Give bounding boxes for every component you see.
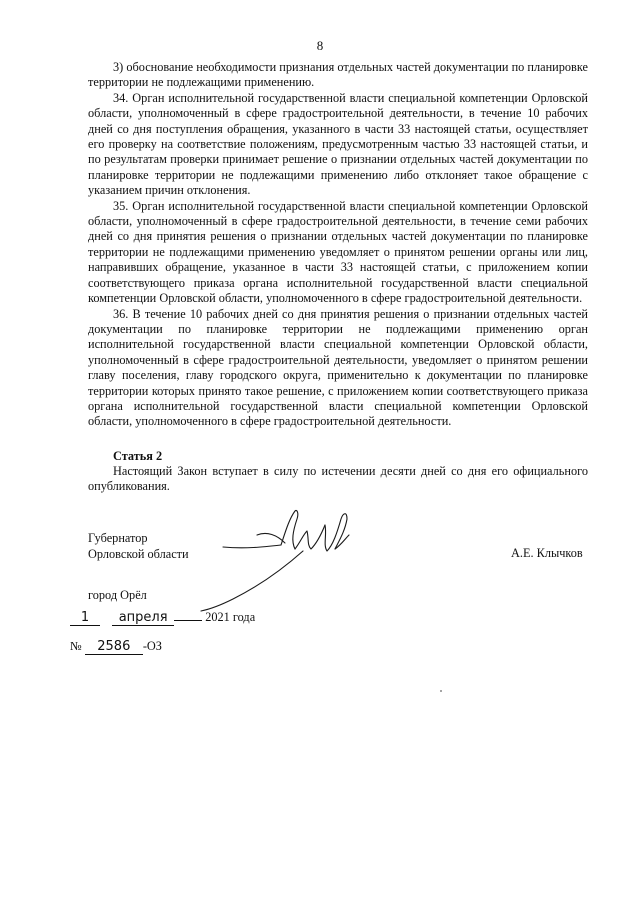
date-year: 2021 года xyxy=(205,610,256,624)
law-number xyxy=(70,639,162,655)
law-number-prefix: № xyxy=(70,639,82,653)
paragraph-item-3: 3) обоснование необходимости признания отдельных частей документации по планировке территории не подлежащими применению. xyxy=(88,60,588,90)
signing-date xyxy=(70,610,255,626)
scan-speck xyxy=(440,690,442,692)
law-number-suffix: -ОЗ xyxy=(142,639,162,653)
paragraph-34: 34. Орган исполнительной государственной власти специальной компетенции Орловской области, уполномоченный в сфере градостроительной деятельности, в течение 10 рабочих дней со дня поступления обращения, указанного в части 33 настоящей статьи, осуществляет его проверку на соответствие положениям, предусмотренным частью 33 настоящей статьи, и по результатам проверки принимает решение о признании отдельных частей документации по планировке территории не подлежащими применению либо отклоняет такое обращение с указанием причин отклонения. xyxy=(88,90,588,198)
position-line-region: Орловской области xyxy=(88,547,189,561)
paragraph-35: 35. Орган исполнительной государственной власти специальной компетенции Орловской области, уполномоченный в сфере градостроительной деятельности, в течение семи рабочих дней со дня принятия решения о признании отдельных частей документации по планировке территории не подлежащими применению уведомляет о принятом решении органы или лиц, направивших обращение, указанное в части 33 настоящей статьи, с приложением копии соответствующего приказа органа исполнительной государственной власти специальной компетенции Орловской области, уполномоченного в сфере градостроительной деятельности. xyxy=(88,198,588,306)
law-number-value: 2586 xyxy=(85,640,143,655)
page-number: 8 xyxy=(316,38,324,53)
position-line-governor: Губернатор xyxy=(88,531,148,545)
date-day: 1 xyxy=(70,611,100,626)
signatory-name: А.Е. Клычков xyxy=(511,546,583,560)
article-2-text: Настоящий Закон вступает в силу по истечении десяти дней со дня его официального опубликования. xyxy=(88,464,588,494)
date-month: апреля xyxy=(112,611,174,626)
handwritten-signature xyxy=(185,505,365,615)
article-2-title: Статья 2 xyxy=(113,449,163,463)
paragraph-36: 36. В течение 10 рабочих дней со дня принятия решения о признании отдельных частей документации по планировке территории не подлежащими применению орган исполнительной государственной власти специальной компетенции Орловской области, уполномоченный в сфере градостроительной деятельности, уведомляет о принятом решении главу поселения, главу городского округа, применительно к документации по планировке территории которых принято такое решение, с приложением копии соответствующего приказа органа исполнительной государственной власти специальной компетенции Орловской области, уполномоченного в сфере градостроительной деятельности. xyxy=(88,306,588,429)
signatory-position xyxy=(88,530,189,562)
law-body xyxy=(88,60,588,430)
place-of-signing: город Орёл xyxy=(88,588,147,602)
